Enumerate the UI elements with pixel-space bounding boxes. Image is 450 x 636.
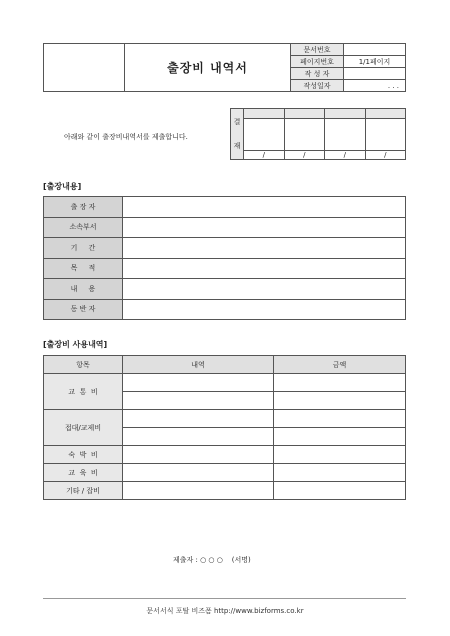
trip-value-traveler[interactable] [123,197,406,218]
trip-label-traveler: 출 장 자 [44,197,123,218]
expense-amount-cell[interactable] [274,464,406,482]
expense-detail-cell[interactable] [123,410,274,428]
approval-role-3 [325,109,366,119]
table-row [44,374,406,392]
expense-header-amount: 금액 [274,356,406,374]
table-row [44,258,406,279]
meta-label-page-number: 페이지번호 [291,56,344,68]
table-header-row [44,356,406,374]
trip-value-department[interactable] [123,217,406,238]
expense-header-item: 항목 [44,356,123,374]
expense-header-detail: 내역 [123,356,274,374]
table-row [44,299,406,320]
meta-value-page-number: 1/1페이지 [344,56,406,68]
table-row [44,197,406,218]
approval-side-label: 결 재 [231,109,244,160]
expense-detail-cell[interactable] [123,392,274,410]
trip-value-companion[interactable] [123,299,406,320]
meta-value-date[interactable]: . . . [344,80,406,92]
approval-role-2 [284,109,325,119]
footer-text: 문서서식 포탈 비즈폼 http://www.bizforms.co.kr [146,607,304,615]
expense-amount-cell[interactable] [274,374,406,392]
table-row [44,446,406,464]
expense-label-entertainment: 접대/교제비 [44,410,123,446]
trip-value-purpose[interactable] [123,258,406,279]
table-row [44,464,406,482]
document-header [43,43,406,92]
approval-date-4[interactable]: / [365,151,406,160]
document-title: 출장비 내역서 [125,44,291,92]
table-row [44,238,406,259]
trip-label-period: 기 간 [44,238,123,259]
trip-value-period[interactable] [123,238,406,259]
approval-sign-4[interactable] [365,119,406,151]
meta-value-doc-number[interactable] [344,44,406,56]
logo-area [44,44,125,92]
trip-section-title: [출장내용] [43,182,82,191]
meta-label-author: 작 성 자 [291,68,344,80]
trip-details-table [43,196,406,320]
approval-sign-2[interactable] [284,119,325,151]
approval-date-3[interactable]: / [325,151,366,160]
approval-sign-3[interactable] [325,119,366,151]
expense-detail-cell[interactable] [123,428,274,446]
trip-label-department: 소속부서 [44,217,123,238]
expense-label-transport: 교 통 비 [44,374,123,410]
expense-table [43,355,406,500]
table-row [44,279,406,300]
approval-role-4 [365,109,406,119]
approval-date-1[interactable]: / [244,151,285,160]
table-row [44,217,406,238]
trip-label-content: 내 용 [44,279,123,300]
table-row [44,482,406,500]
approval-box [230,108,406,160]
trip-label-companion: 동 반 자 [44,299,123,320]
meta-value-author[interactable] [344,68,406,80]
expense-section-title: [출장비 사용내역] [43,340,108,349]
trip-label-purpose: 목 적 [44,258,123,279]
approval-role-1 [244,109,285,119]
meta-label-doc-number: 문서번호 [291,44,344,56]
expense-detail-cell[interactable] [123,464,274,482]
submitter-signature-line: 제출자 : ○ ○ ○ (서명) [173,556,251,564]
meta-label-date: 작성일자 [291,80,344,92]
expense-amount-cell[interactable] [274,446,406,464]
table-row [44,410,406,428]
expense-label-misc: 기타 / 잡비 [44,482,123,500]
expense-label-lodging: 숙 박 비 [44,446,123,464]
expense-label-education: 교 육 비 [44,464,123,482]
approval-date-2[interactable]: / [284,151,325,160]
expense-detail-cell[interactable] [123,482,274,500]
expense-detail-cell[interactable] [123,446,274,464]
expense-amount-cell[interactable] [274,482,406,500]
expense-amount-cell[interactable] [274,428,406,446]
approval-sign-1[interactable] [244,119,285,151]
trip-value-content[interactable] [123,279,406,300]
footer-divider [43,598,406,599]
intro-text: 아래와 같이 출장비내역서를 제출합니다. [64,133,188,141]
expense-amount-cell[interactable] [274,392,406,410]
expense-amount-cell[interactable] [274,410,406,428]
expense-detail-cell[interactable] [123,374,274,392]
